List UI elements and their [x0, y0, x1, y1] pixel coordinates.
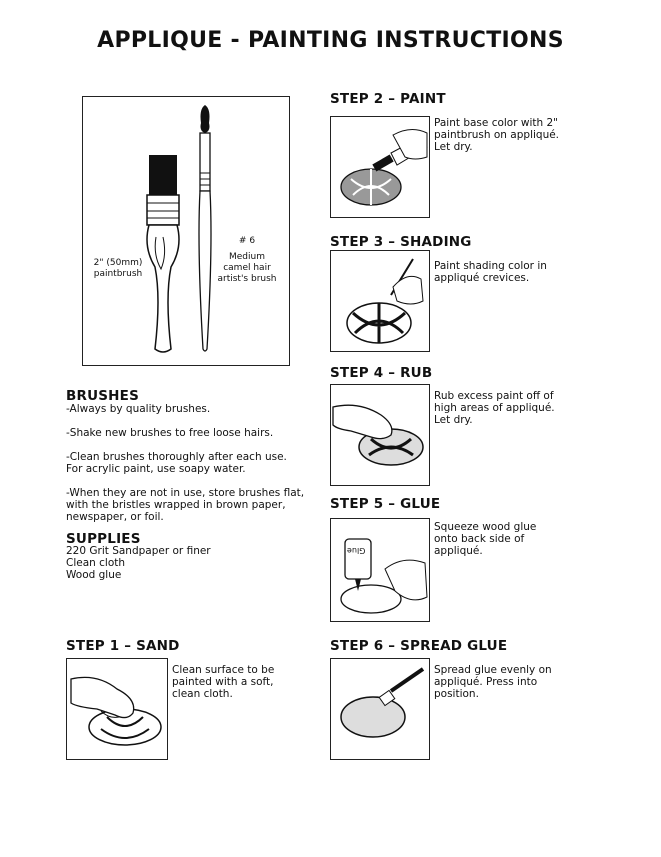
step3-text: Paint shading color in appliqué crevices.: [434, 260, 547, 284]
paintbrush-label: 2" (50mm) paintbrush: [93, 258, 143, 279]
step1-heading: STEP 1 – SAND: [66, 638, 180, 654]
step4-heading: STEP 4 – RUB: [330, 365, 433, 381]
supplies-heading: SUPPLIES: [66, 531, 141, 547]
step5-image: [330, 518, 430, 622]
painting-applique-icon: [331, 117, 429, 217]
step3-image: [330, 250, 430, 352]
step1-image: [66, 658, 168, 760]
brush-tip: -Shake new brushes to free loose hairs.: [66, 427, 274, 439]
step4-text: Rub excess paint off of high areas of appliqué. Let dry.: [434, 390, 555, 426]
spreading-glue-icon: [331, 659, 429, 759]
brushes-tips: [66, 403, 326, 523]
artist-brush-label: # 6 Medium camel hair artist's brush: [217, 236, 277, 284]
step1-text: Clean surface to be painted with a soft, clean cloth.: [172, 664, 275, 700]
step6-image: [330, 658, 430, 760]
page-title: APPLIQUE - PAINTING INSTRUCTIONS: [97, 28, 564, 53]
shading-brush-icon: [331, 251, 429, 351]
brush-tip: -Always by quality brushes.: [66, 403, 211, 415]
step3-heading: STEP 3 – SHADING: [330, 234, 472, 250]
step6-heading: STEP 6 – SPREAD GLUE: [330, 638, 508, 654]
supply-item: Clean cloth: [66, 557, 126, 569]
hand-sanding-icon: [67, 659, 167, 759]
step2-text: Paint base color with 2" paintbrush on appliqué. Let dry.: [434, 117, 560, 153]
hand-rubbing-icon: [331, 385, 429, 485]
step4-image: [330, 384, 430, 486]
step5-text: Squeeze wood glue onto back side of appliqué.: [434, 521, 537, 557]
glue-bottle-label: Glue: [347, 546, 366, 555]
step2-image: [330, 116, 430, 218]
brush-tip: -When they are not in use, store brushes flat, with the bristles wrapped in brown paper, newspaper, or foil.: [66, 487, 305, 523]
brushes-heading: BRUSHES: [66, 388, 140, 404]
step2-heading: STEP 2 – PAINT: [330, 91, 446, 107]
supplies-list: [66, 545, 306, 581]
supply-item: 220 Grit Sandpaper or finer: [66, 545, 211, 557]
supply-item: Wood glue: [66, 569, 122, 581]
glue-bottle-icon: [331, 519, 429, 621]
brush-tip: -Clean brushes thoroughly after each use. For acrylic paint, use soapy water.: [66, 451, 287, 475]
brushes-illustration-icon: [83, 97, 289, 365]
step5-heading: STEP 5 – GLUE: [330, 496, 441, 512]
brush-figure: [82, 96, 290, 366]
step6-text: Spread glue evenly on appliqué. Press into position.: [434, 664, 552, 700]
